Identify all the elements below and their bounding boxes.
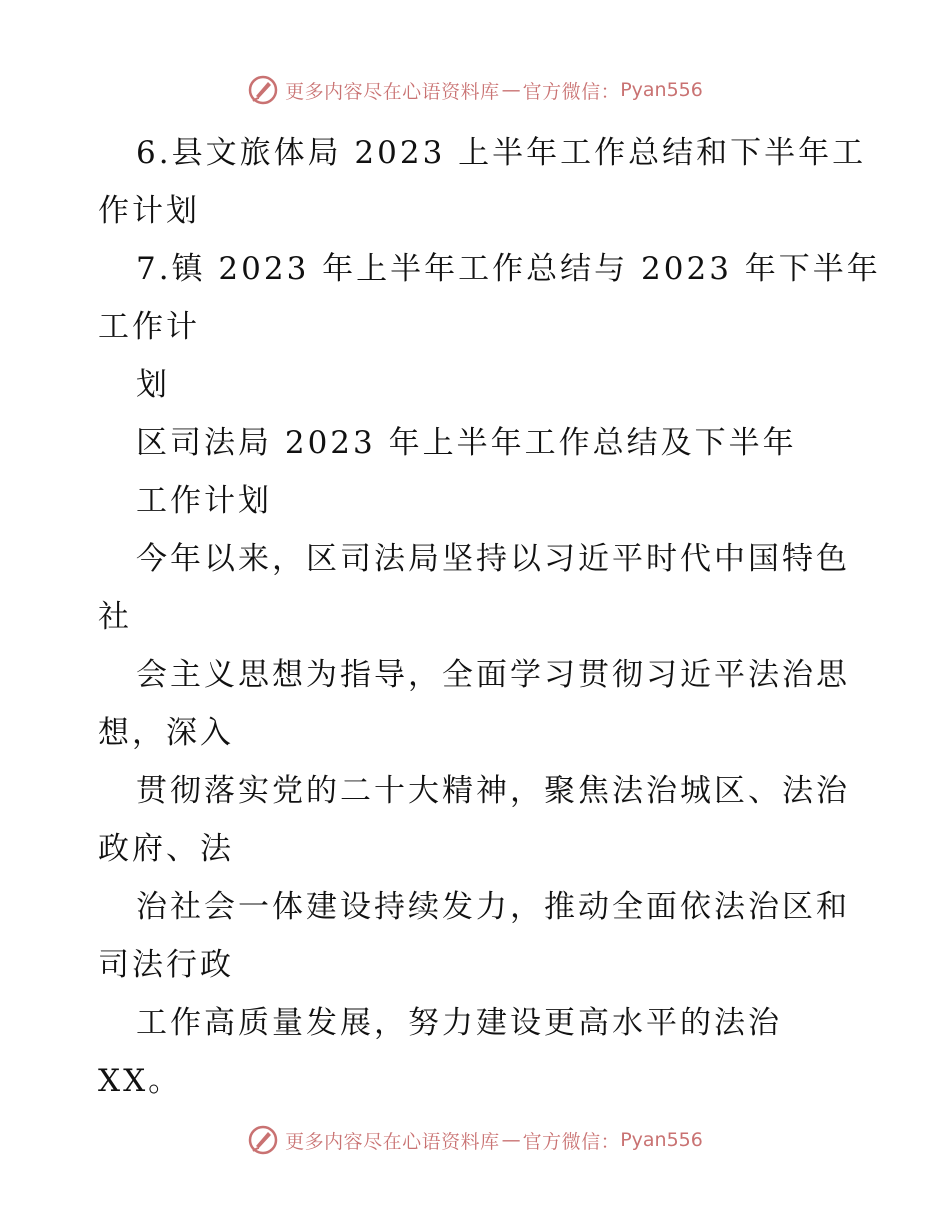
text-line: 划 — [136, 367, 170, 403]
watermark-label: 官方微信： — [522, 1130, 621, 1153]
text-line: XX。 — [98, 1063, 183, 1099]
text-line: 作计划 — [98, 193, 200, 229]
text-line: 想，深入 — [98, 715, 234, 751]
text-line: 会主义思想为指导，全面学习贯彻习近平法治思 — [136, 657, 850, 693]
quill-logo-icon — [247, 74, 279, 106]
text-line: 政府、法 — [98, 831, 234, 867]
footer-watermark — [0, 1120, 950, 1160]
text-line: 今年以来，区司法局坚持以习近平时代中国特色 — [136, 541, 850, 577]
watermark-separator: — — [501, 79, 521, 101]
text-line: 6.县文旅体局 2023 上半年工作总结和下半年工 — [136, 135, 867, 171]
header-watermark — [0, 70, 950, 110]
watermark-label: 官方微信： — [522, 80, 621, 103]
text-line: 司法行政 — [98, 947, 234, 983]
text-line: 工作高质量发展，努力建设更高水平的法治 — [136, 1005, 782, 1041]
watermark-separator: — — [501, 1129, 521, 1151]
watermark-handle: Pyan556 — [620, 79, 703, 101]
document-body — [98, 124, 881, 1110]
text-line: 社 — [98, 599, 132, 635]
watermark-text: 更多内容尽在心语资料库 — [285, 1130, 500, 1153]
text-line: 工作计划 — [136, 483, 272, 519]
text-line: 7.镇 2023 年上半年工作总结与 2023 年下半年 — [136, 251, 881, 287]
quill-logo-icon — [247, 1124, 279, 1156]
text-line: 贯彻落实党的二十大精神，聚焦法治城区、法治 — [136, 773, 850, 809]
text-line: 治社会一体建设持续发力，推动全面依法治区和 — [136, 889, 850, 925]
text-line: 区司法局 2023 年上半年工作总结及下半年 — [136, 425, 797, 461]
watermark-handle: Pyan556 — [620, 1129, 703, 1151]
text-line: 工作计 — [98, 309, 200, 345]
watermark-text: 更多内容尽在心语资料库 — [285, 80, 500, 103]
